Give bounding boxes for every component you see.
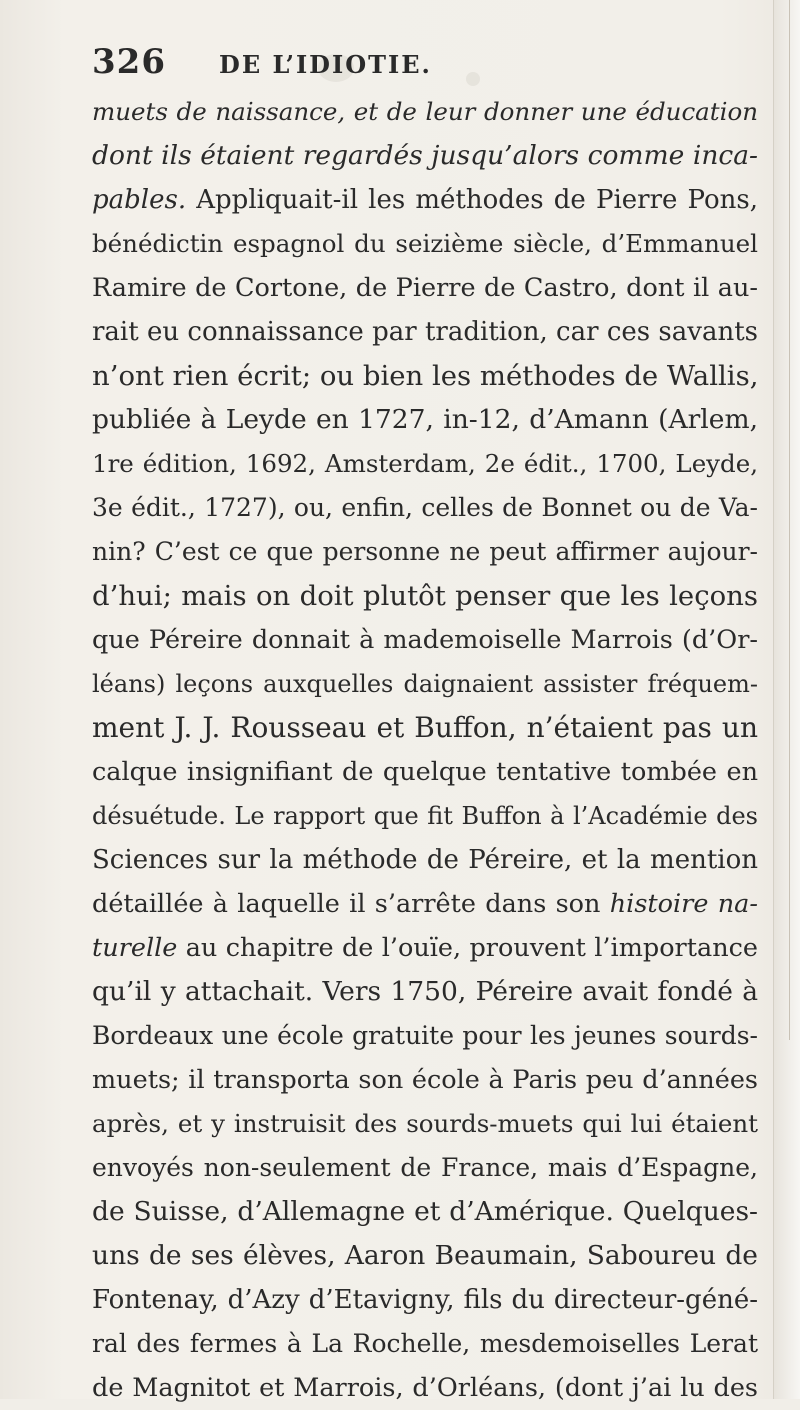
text-line	[92, 134, 758, 178]
text-segment: 3e édit., 1727), ou, enfin, celles de Bonnet ou de Va-	[92, 493, 758, 522]
page-header	[92, 42, 732, 86]
text-line	[92, 310, 758, 354]
text-segment: Bordeaux une école gratuite pour les jeunes sourds-	[92, 1021, 758, 1050]
italic-text-segment: pables.	[92, 185, 187, 215]
text-line	[92, 442, 758, 486]
text-line	[92, 530, 758, 574]
text-line	[92, 1102, 758, 1146]
text-segment: qu’il y attachait. Vers 1750, Péreire avait fondé à	[92, 976, 758, 1007]
text-segment: de Suisse, d’Allemagne et d’Amérique. Quelques-	[92, 1196, 758, 1227]
text-segment: n’ont rien écrit; ou bien les méthodes de Wallis,	[92, 360, 758, 392]
text-line	[92, 926, 758, 970]
text-line	[92, 354, 758, 398]
italic-text-segment: turelle	[92, 933, 178, 963]
text-line	[92, 574, 758, 618]
text-segment: ral des fermes à La Rochelle, mesdemoiselles Lerat	[92, 1329, 758, 1358]
text-line	[92, 706, 758, 750]
text-line	[92, 398, 758, 442]
text-line	[92, 1058, 758, 1102]
text-segment: après, et y instruisit des sourds-muets qui lui étaient	[92, 1109, 758, 1138]
text-segment: Sciences sur la méthode de Péreire, et la mention	[92, 845, 758, 875]
text-segment: 1re édition, 1692, Amsterdam, 2e édit., 1700, Leyde,	[92, 449, 758, 478]
page-number: 326	[92, 42, 166, 82]
text-segment: que Péreire donnait à mademoiselle Marrois (d’Or-	[92, 625, 758, 655]
text-line	[92, 266, 758, 310]
text-line	[92, 1190, 758, 1234]
text-segment: muets; il transporta son école à Paris peu d’années	[92, 1065, 758, 1095]
body-text	[92, 90, 758, 1410]
text-line	[92, 1146, 758, 1190]
text-line	[92, 662, 758, 706]
text-segment: détaillée à laquelle il s’arrête dans son	[92, 889, 610, 919]
text-line	[92, 1322, 758, 1366]
text-segment: léans) leçons auxquelles daignaient assister fréquem-	[92, 670, 758, 698]
italic-text-segment: dont ils étaient regardés jusqu’alors comme inca-	[92, 140, 758, 171]
page-edge-line	[789, 0, 790, 1040]
text-segment: ment J. J. Rousseau et Buffon, n’étaient pas un	[92, 711, 758, 744]
text-line	[92, 90, 758, 134]
running-title: DE L’IDIOTIE.	[219, 50, 432, 79]
text-segment: au chapitre de l’ouïe, prouvent l’importance	[177, 933, 758, 963]
text-segment: bénédictin espagnol du seizième siècle, d’Emmanuel	[92, 229, 758, 258]
text-segment: désuétude. Le rapport que fit Buffon à l’Académie des	[92, 802, 758, 830]
text-line	[92, 1234, 758, 1278]
text-segment: d’hui; mais on doit plutôt penser que les leçons	[92, 580, 758, 612]
text-segment: calque insignifiant de quelque tentative tombée en	[92, 757, 758, 787]
text-segment: Fontenay, d’Azy d’Etavigny, fils du directeur-géné-	[92, 1285, 758, 1315]
text-segment: Ramire de Cortone, de Pierre de Castro, dont il au-	[92, 273, 758, 303]
text-line	[92, 486, 758, 530]
text-line	[92, 618, 758, 662]
text-segment: de Magnitot et Marrois, d’Orléans, (dont j’ai lu des	[92, 1373, 758, 1403]
text-line	[92, 178, 758, 222]
text-line	[92, 838, 758, 882]
text-segment: nin? C’est ce que personne ne peut affirmer aujour-	[92, 537, 758, 566]
text-segment: uns de ses élèves, Aaron Beaumain, Saboureu de	[92, 1240, 758, 1271]
text-segment: rait eu connaissance par tradition, car ces savants	[92, 317, 758, 347]
text-line	[92, 970, 758, 1014]
text-line	[92, 222, 758, 266]
italic-text-segment: histoire na-	[609, 889, 758, 919]
text-segment: Appliquait-il les méthodes de Pierre Pons,	[186, 185, 758, 215]
text-line	[92, 1278, 758, 1322]
italic-text-segment: muets de naissance, et de leur donner une éducation	[92, 97, 758, 126]
text-line	[92, 1366, 758, 1410]
text-segment: publiée à Leyde en 1727, in-12, d’Amann (Arlem,	[92, 404, 758, 435]
text-line	[92, 750, 758, 794]
text-segment: envoyés non-seulement de France, mais d’Espagne,	[92, 1153, 758, 1182]
text-line	[92, 794, 758, 838]
text-line	[92, 882, 758, 926]
page-edge	[773, 0, 800, 1399]
text-line	[92, 1014, 758, 1058]
